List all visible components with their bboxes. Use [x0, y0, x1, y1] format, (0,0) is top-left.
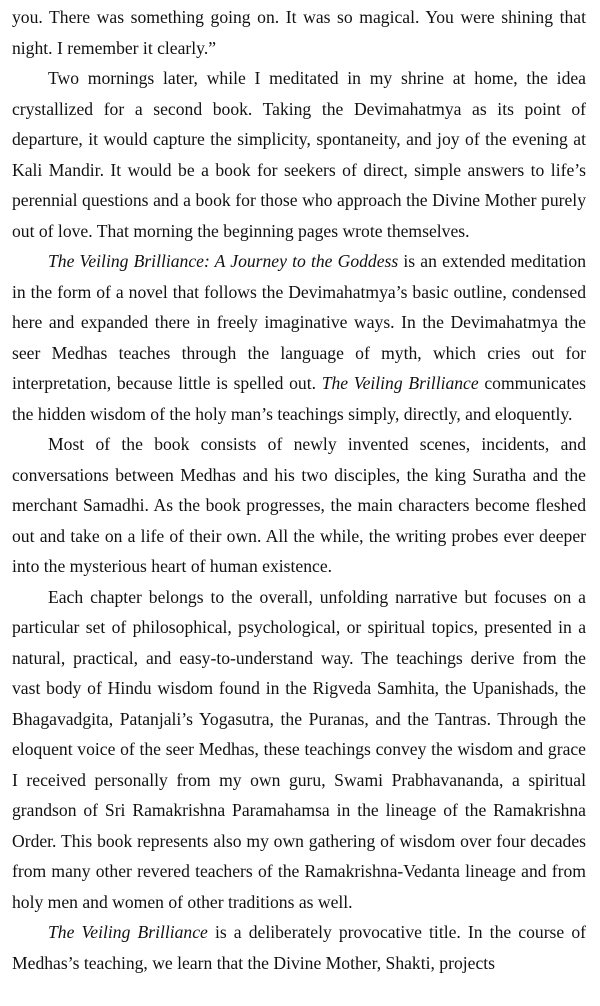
paragraph: [12, 429, 586, 582]
paragraph-text: communicates the hidden wisdom of the holy man’s teachings simply, directly, and eloquently.: [12, 373, 586, 424]
paragraph-text: Two mornings later, while I meditated in my shrine at home, the idea crystallized for a second book. Taking the Devimahatmya as its point of departure, it would capture the simplicity, spontaneity, and joy of the evening at Kali Mandir. It would be a book for seekers of direct, simple answers to life’s perennial questions and a book for those who approach the Divine Mother purely out of love. That morning the beginning pages wrote themselves.: [12, 68, 586, 241]
paragraph-text: is a deliberately provocative title. In the course of Medhas’s teaching, we learn that the Divine Mother, Shakti, projects: [12, 922, 586, 973]
paragraph-text: you. There was something going on. It was so magical. You were shining that night. I remember it clearly.”: [12, 7, 586, 58]
book-title: The Veiling Brilliance: A Journey to the Goddess: [48, 251, 399, 271]
paragraph: [12, 246, 586, 429]
paragraph-text: is an extended meditation in the form of a novel that follows the Devimahatmya’s basic outline, condensed here and expanded there in freely imaginative ways. In the Devimahatmya the seer Medhas teaches through the language of myth, which cries out for interpretation, because little is spelled out.: [12, 251, 586, 393]
paragraph: [12, 63, 586, 246]
paragraph: [12, 917, 586, 978]
paragraph-text: Most of the book consists of newly invented scenes, incidents, and conversations between Medhas and his two disciples, the king Suratha and the merchant Samadhi. As the book progresses, the main characters become fleshed out and take on a life of their own. All the while, the writing probes ever deeper into the mysterious heart of human existence.: [12, 434, 586, 576]
book-title: The Veiling Brilliance: [48, 922, 208, 942]
paragraph: [12, 2, 586, 63]
paragraph: [12, 582, 586, 918]
paragraph-text: Each chapter belongs to the overall, unfolding narrative but focuses on a particular set of philosophical, psychological, or spiritual topics, presented in a natural, practical, and easy-to-understand way. The teachings derive from the vast body of Hindu wisdom found in the Rigveda Samhita, the Upanishads, the Bhagavadgita, Patanjali’s Yogasutra, the Puranas, and the Tantras. Through the eloquent voice of the seer Medhas, these teachings convey the wisdom and grace I received personally from my own guru, Swami Prabhavananda, a spiritual grandson of Sri Ramakrishna Paramahamsa in the lineage of the Ramakrishna Order. This book represents also my own gathering of wisdom over four decades from many other revered teachers of the Ramakrishna-Vedanta lineage and from holy men and women of other traditions as well.: [12, 586, 586, 912]
book-title: The Veiling Brilliance: [321, 373, 479, 393]
